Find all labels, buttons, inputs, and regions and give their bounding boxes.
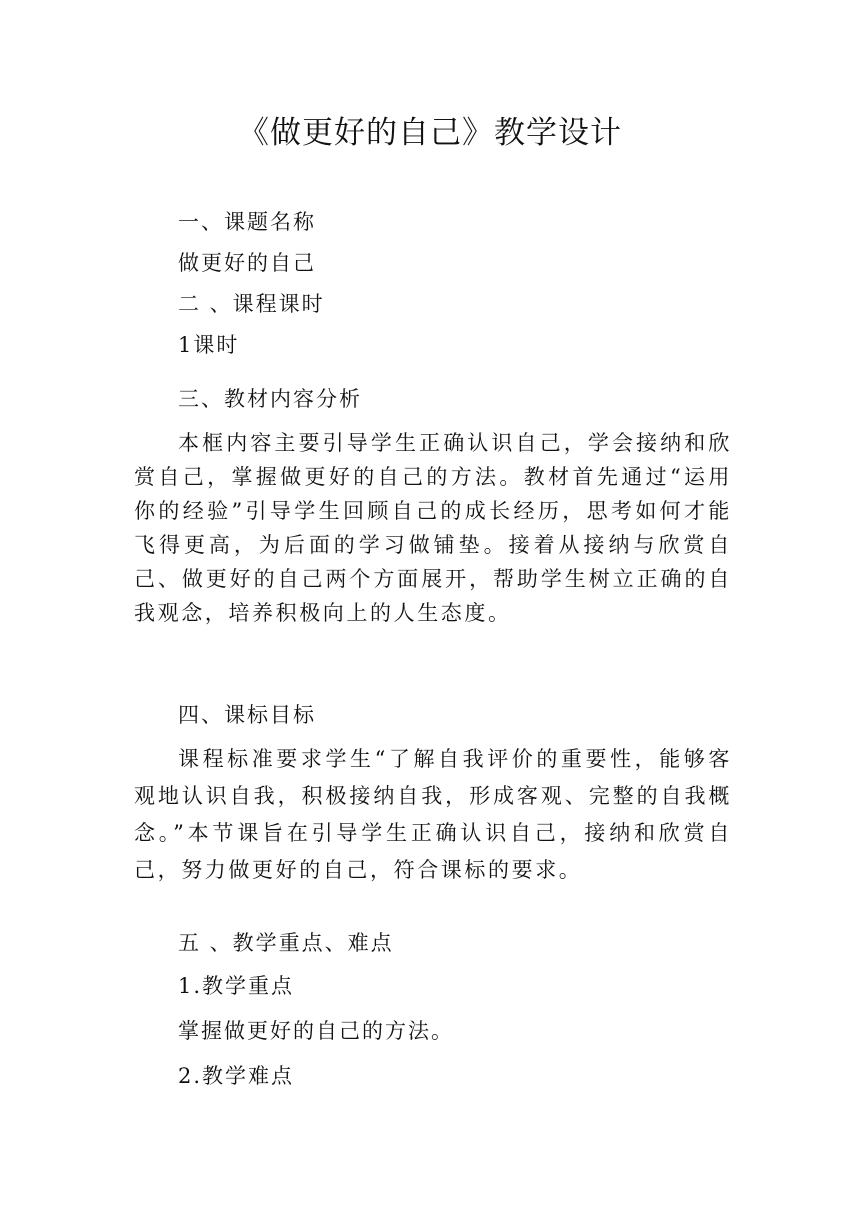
section-1-body: 做更好的自己	[178, 251, 316, 275]
section-3-paragraph: 本框内容主要引导学生正确认识自己，学会接纳和欣赏自己，掌握做更好的自己的方法。教材首先通过“运用你的经验”引导学生回顾自己的成长经历，思考如何才能飞得更高，为后面的学习做铺垫。接着从接纳与欣赏自己、做更好的自己两个方面展开，帮助学生树立正确的自我观念，培养积极向上的人生态度。	[134, 431, 732, 625]
document-title: 《做更好的自己》教学设计	[238, 115, 622, 151]
section-5-heading: 五 、教学重点、难点	[178, 931, 394, 955]
section-5-sub2-heading: 2.教学难点	[178, 1064, 295, 1088]
section-4-heading: 四、课标目标	[178, 703, 316, 727]
section-2-body: 1课时	[178, 333, 240, 357]
section-1-heading: 一、课题名称	[178, 210, 316, 234]
section-3-heading: 三、教材内容分析	[178, 387, 362, 411]
section-5-sub1-heading: 1.教学重点	[178, 974, 295, 998]
section-4-paragraph: 课程标准要求学生“了解自我评价的重要性，能够客观地认识自我，积极接纳自我，形成客观、完整的自我概念。”本节课旨在引导学生正确认识自己，接纳和欣赏自己，努力做更好的自己，符合课标的要求。	[134, 747, 732, 882]
section-5-sub1-body: 掌握做更好的自己的方法。	[178, 1019, 454, 1043]
section-2-heading: 二 、课程课时	[178, 292, 325, 316]
